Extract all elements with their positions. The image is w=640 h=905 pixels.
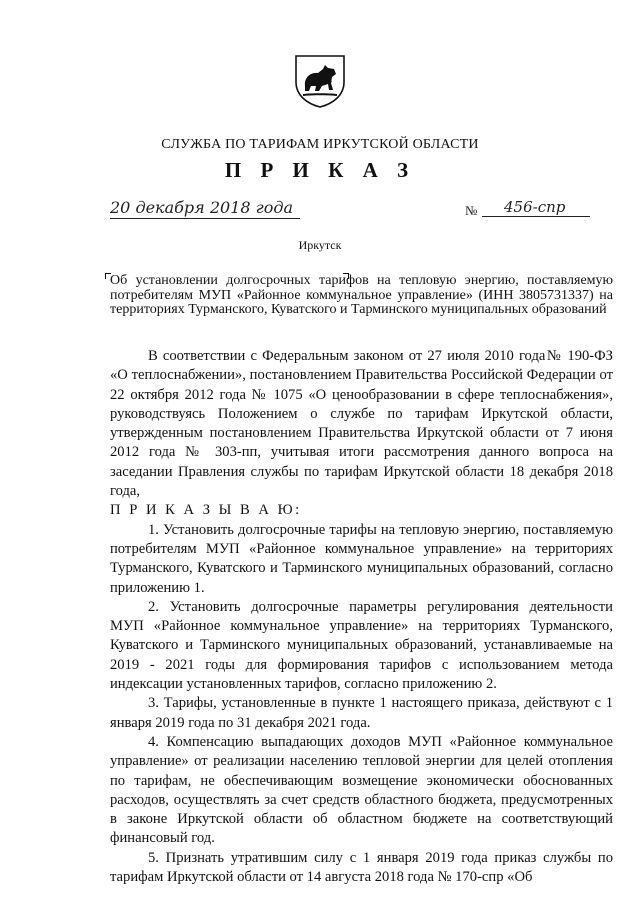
order-item-5: 5. Признать утратившим силу с 1 января 2019 года приказ службы по тарифам Иркутской области от 14 августа 2018 года № 170-спр «Об [110,849,613,886]
organization-name: СЛУЖБА ПО ТАРИФАМ ИРКУТСКОЙ ОБЛАСТИ [161,137,479,152]
preamble-paragraph: В соответствии с Федеральным законом от 27 июля 2010 года№ 190-ФЗ «О теплоснабжении», постановлением Правительства Российской Федерации от 22 октября 2012 года № 1075 «О ценообразовании в сфере теплоснабжения», руководствуясь Положением о службе по тарифам Иркутской области, утвержденным постановлением Правительства Иркутской области от 7 июня 2012 года № 303-пп, учитывая итоги рассмотрения данного вопроса на заседании Правления службы по тарифам Иркутской области 18 декабря 2018 года, [110,348,613,500]
order-word: П Р И К А З Ы В А Ю: [110,502,302,519]
order-subject-text: Об установлении долгосрочных тарифов на тепловую энергию, поставляемую потребителям МУП «Районное коммунальное управление» (ИНН 3805731337) на территориях Турманского, Куватского и Тарминского муниципальных образований [110,273,613,317]
order-item-4: 4. Компенсацию выпадающих доходов МУП «Районное коммунальное управление» от реализации населению тепловой энергии для целей отопления по тарифам, не обеспечивающим возмещение экономически обоснованных расходов, осуществлять за счет средств областного бюджета, предусмотренных в законе Иркутской области об областном бюджете на соответствующий финансовый год. [110,733,613,847]
bracket-corner-left [105,273,111,279]
handwritten-date: 20 декабря 2018 года [110,198,300,219]
order-subject-block [110,274,613,318]
document-title: П Р И К А З [224,158,416,182]
bracket-corner-right [343,273,349,279]
order-item-3: 3. Тарифы, установленные в пункте 1 настоящего приказа, действуют с 1 января 2019 года по 31 декабря 2021 года. [110,695,613,731]
order-body [110,347,613,887]
city-name: Иркутск [298,238,342,252]
order-item-2: 2. Установить долгосрочные параметры регулирования деятельности МУП «Районное коммунальное управление» на территориях Турманского, Куватского и Тарминского муниципальных образований, устанавливаемые на 2019 - 2021 годы для формирования тарифов с использованием метода индексации установленных тарифов, согласно приложению 2. [110,598,613,693]
number-sign: № [465,203,478,218]
coat-of-arms-emblem [292,52,348,108]
order-item-1: 1. Установить долгосрочные тарифы на тепловую энергию, поставляемую потребителям МУП «Районное коммунальное управление» на территориях Турманского, Куватского и Тарминского муниципальных образований, согласно приложению 1. [110,521,613,596]
handwritten-order-number: 456-спр [482,198,590,217]
